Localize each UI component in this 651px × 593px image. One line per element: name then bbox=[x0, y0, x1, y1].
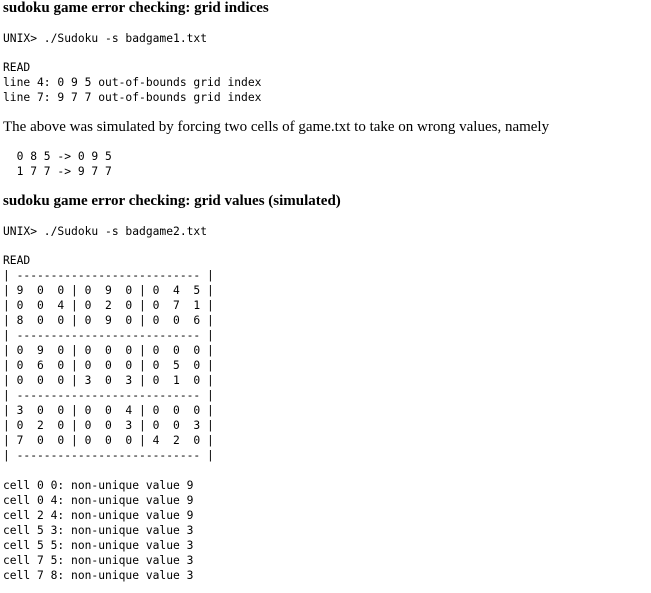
grid-border-line: | --------------------------- | bbox=[3, 389, 214, 402]
grid-row: | 0 9 0 | 0 0 0 | 0 0 0 | bbox=[3, 344, 214, 357]
error-list bbox=[3, 478, 193, 583]
command-line: UNIX> ./Sudoku -s badgame2.txt bbox=[3, 225, 208, 238]
sudoku-grid-output bbox=[3, 253, 214, 463]
grid-row: | 0 6 0 | 0 0 0 | 0 5 0 | bbox=[3, 359, 214, 372]
grid-row: | 0 2 0 | 0 0 3 | 0 0 3 | bbox=[3, 419, 214, 432]
change-line: 0 8 5 -> 0 9 5 bbox=[3, 150, 112, 163]
grid-row: | 9 0 0 | 0 9 0 | 0 4 5 | bbox=[3, 284, 214, 297]
output-line: line 7: 9 7 7 out-of-bounds grid index bbox=[3, 91, 262, 104]
output-line: line 4: 0 9 5 out-of-bounds grid index bbox=[3, 76, 262, 89]
grid-row: | 3 0 0 | 0 0 4 | 0 0 0 | bbox=[3, 404, 214, 417]
section1-output bbox=[3, 60, 261, 105]
grid-row: | 8 0 0 | 0 9 0 | 0 0 6 | bbox=[3, 314, 214, 327]
error-line: cell 2 4: non-unique value 9 bbox=[3, 509, 194, 522]
error-line: cell 0 0: non-unique value 9 bbox=[3, 479, 194, 492]
error-line: cell 5 5: non-unique value 3 bbox=[3, 539, 194, 552]
section2-command bbox=[3, 224, 207, 239]
command-line: UNIX> ./Sudoku -s badgame1.txt bbox=[3, 32, 208, 45]
grid-row: | 7 0 0 | 0 0 0 | 4 2 0 | bbox=[3, 434, 214, 447]
grid-row: | 0 0 4 | 0 2 0 | 0 7 1 | bbox=[3, 299, 214, 312]
grid-border-line: | --------------------------- | bbox=[3, 269, 214, 282]
explanation-text: The above was simulated by forcing two cells of game.txt to take on wrong values, namely bbox=[3, 119, 550, 135]
grid-border-line: | --------------------------- | bbox=[3, 329, 214, 342]
error-line: cell 0 4: non-unique value 9 bbox=[3, 494, 194, 507]
change-line: 1 7 7 -> 9 7 7 bbox=[3, 165, 112, 178]
grid-border-line: | --------------------------- | bbox=[3, 449, 214, 462]
error-line: cell 7 8: non-unique value 3 bbox=[3, 569, 194, 582]
error-line: cell 7 5: non-unique value 3 bbox=[3, 554, 194, 567]
section2-heading: sudoku game error checking: grid values (simulated) bbox=[3, 193, 341, 209]
grid-row: | 0 0 0 | 3 0 3 | 0 1 0 | bbox=[3, 374, 214, 387]
section1-heading: sudoku game error checking: grid indices bbox=[3, 0, 269, 16]
section1-command bbox=[3, 31, 207, 46]
error-line: cell 5 3: non-unique value 3 bbox=[3, 524, 194, 537]
read-line: READ bbox=[3, 254, 31, 267]
changes-block bbox=[3, 149, 112, 179]
output-line: READ bbox=[3, 61, 31, 74]
